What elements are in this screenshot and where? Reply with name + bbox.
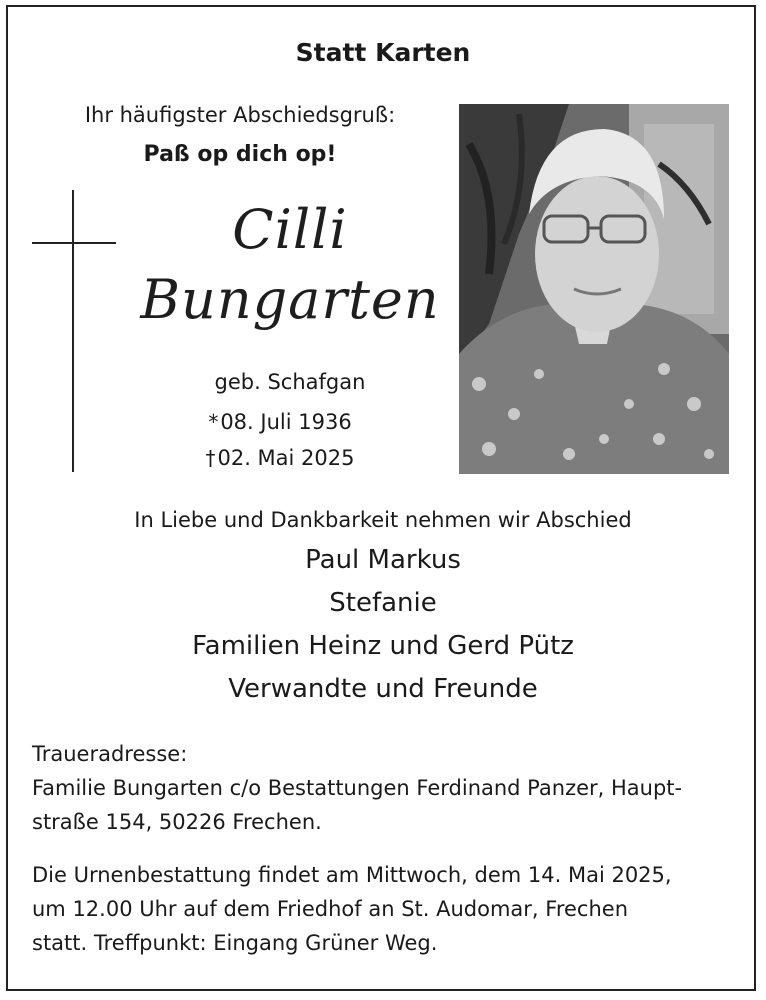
mourner-name: Familien Heinz und Gerd Pütz [192, 631, 574, 661]
funeral-line: Die Urnenbestattung findet am Mittwoch, dem 14. Mai 2025, [32, 863, 672, 887]
notice-header: Statt Karten [295, 38, 471, 67]
quote-intro: Ihr häufigster Abschiedsgruß: [84, 103, 396, 127]
deceased-last-name: Bungarten [140, 268, 440, 331]
address-line: straße 154, 50226 Frechen. [32, 810, 322, 834]
mourners-intro: In Liebe und Dankbarkeit nehmen wir Abschied [134, 508, 632, 532]
portrait-photo [459, 104, 729, 474]
portrait-photo-illustration [459, 104, 729, 474]
death-date-text: 02. Mai 2025 [217, 446, 355, 470]
birth-name: geb. Schafgan [214, 370, 366, 394]
address-label: Traueradresse: [32, 742, 188, 766]
death-date [170, 446, 390, 470]
birth-date [170, 410, 390, 434]
cross-icon-bar [32, 242, 116, 244]
deceased-first-name: Cilli [232, 198, 348, 261]
quote-text: Paß op dich op! [143, 142, 337, 167]
dagger-icon: † [205, 446, 216, 470]
cross-icon [72, 190, 74, 472]
star-icon: * [208, 410, 219, 434]
mourner-name: Stefanie [329, 588, 437, 618]
birth-date-text: 08. Juli 1936 [220, 410, 352, 434]
address-line: Familie Bungarten c/o Bestattungen Ferdinand Panzer, Haupt- [32, 776, 683, 800]
mourner-name: Paul Markus [305, 545, 461, 575]
funeral-line: um 12.00 Uhr auf dem Friedhof an St. Audomar, Frechen [32, 897, 629, 921]
funeral-details [32, 858, 742, 960]
mourning-address [32, 737, 742, 839]
mourner-name: Verwandte und Freunde [228, 674, 538, 704]
funeral-line: statt. Treffpunkt: Eingang Grüner Weg. [32, 931, 438, 955]
